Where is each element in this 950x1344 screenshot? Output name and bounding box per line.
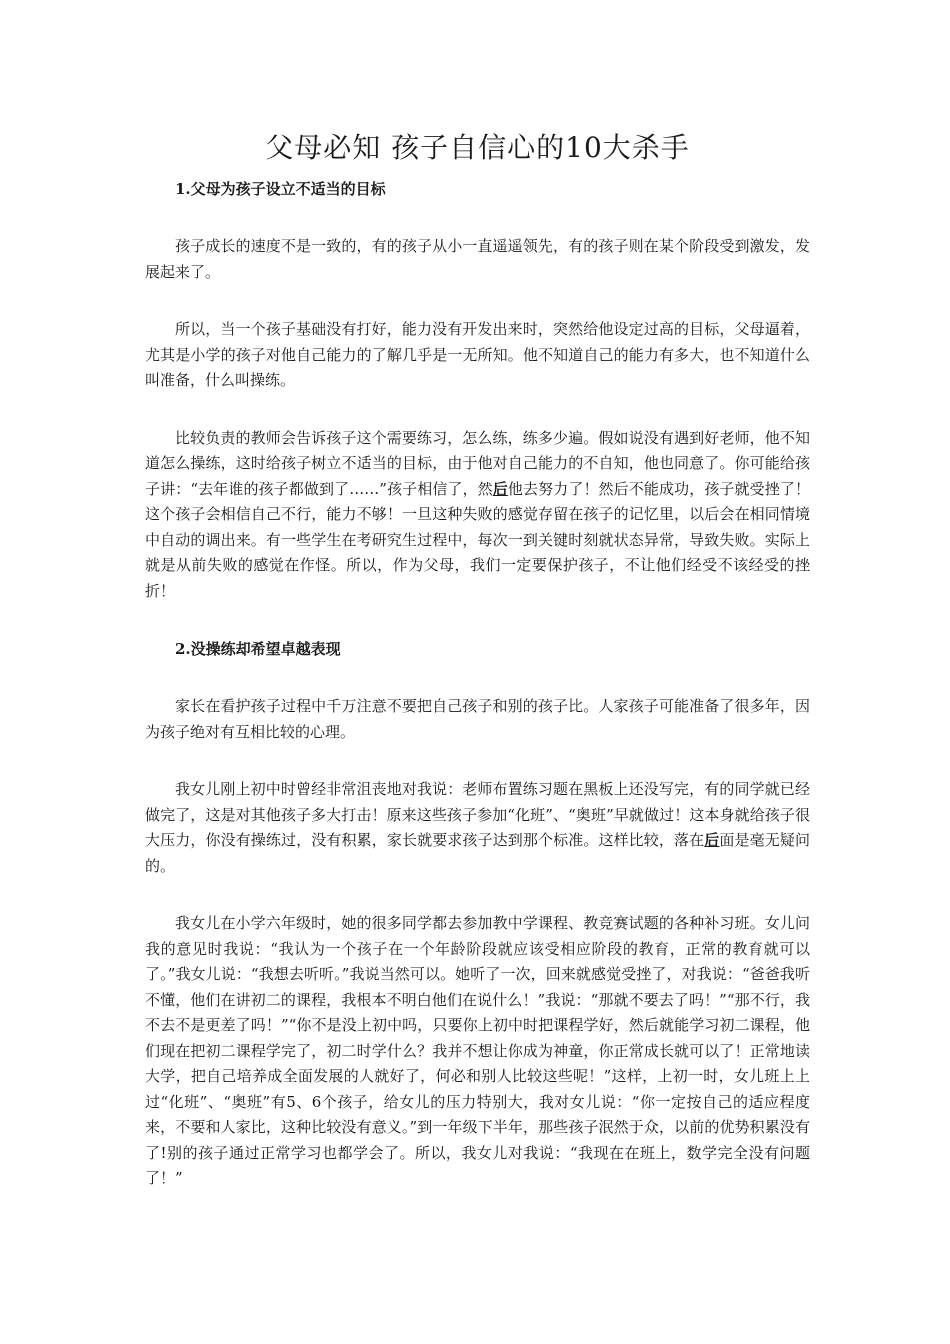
section-1-paragraph-3 bbox=[145, 426, 810, 605]
paragraph-text: 面是毫无疑问的。 bbox=[145, 831, 810, 875]
document-title: 父母必知 孩子自信心的10大杀手 bbox=[265, 131, 690, 164]
spacer bbox=[145, 604, 810, 636]
section-1-paragraph-2: 所以，当一个孩子基础没有打好，能力没有开发出来时，突然给他设定过高的目标，父母逼着，尤其是小学的孩子对他自己能力的了解几乎是一无所知。他不知道自己的能力有多大，也不知道什么叫准备，什么叫操练。 bbox=[145, 320, 810, 389]
underlined-word: 后 bbox=[492, 479, 508, 498]
section-2-heading: 2.没操练却希望卓越表现 bbox=[175, 640, 341, 658]
section-2-paragraph-3: 我女儿在小学六年级时，她的很多同学都去参加教中学课程、教竞赛试题的各种补习班。女儿问我的意见时我说：“我认为一个孩子在一个年龄阶段就应该受相应阶段的教育，正常的教育就可以了。”我女儿说：“我想去听听。”我说当然可以。她听了一次，回来就感觉受挫了，对我说：“爸爸我听不懂，他们在讲初二的课程，我根本不明白他们在说什么！”我说：“那就不要去了吗！”“那不行，我不去不是更差了吗！”“你不是没上初中吗，只要你上初中时把课程学好，然后就能学习初二课程，他们现在把初二课程学完了，初二时学什么？我并不想让你成为神童，你正常成长就可以了！正常地读大学，把自己培养成全面发展的人就好了，何必和别人比较这些呢！”这样，上初一时，女儿班上上过“化班”、“奥班”有5、6个孩子，给女儿的压力特别大，我对女儿说：“你一定按自己的适应程度来，不要和人家比，这种比较没有意义。”到一年级下半年，那些孩子泯然于众，以前的优势积累没有了!别的孩子通过正常学习也都学会了。所以，我女儿对我说：“我现在在班上，数学完全没有问题了！” bbox=[145, 914, 810, 1187]
section-1-heading: 1.父母为孩子设立不适当的目标 bbox=[175, 180, 386, 198]
section-2-paragraph-1: 家长在看护孩子过程中千万注意不要把自己孩子和别的孩子比。人家孩子可能准备了很多年，因为孩子绝对有互相比较的心理。 bbox=[145, 697, 810, 741]
document-page bbox=[145, 128, 810, 1192]
underlined-word: 后 bbox=[704, 831, 720, 849]
paragraph-text: 他去努力了！然后不能成功，孩子就受挫了！这个孩子会相信自己不行，能力不够！一旦这种失败的感觉存留在孩子的记忆里，以后会在相同情境中自动的调出来。有一些学生在考研究生过程中，每次一到关键时刻就状态异常，导致失败。实际上就是从前失败的感觉在作怪。所以，作为父母，我们一定要保护孩子，不让他们经受不该经受的挫折！ bbox=[145, 479, 810, 600]
spacer bbox=[145, 662, 810, 694]
spacer bbox=[145, 285, 810, 317]
paragraph-text: 我女儿刚上初中时曾经非常沮丧地对我说：老师布置练习题在黑板上还没写完，有的同学就已经做完了，这是对其他孩子多大打击！原来这些孩子参加“化班”、“奥班”早就做过！这本身就给孩子很大压力，你没有操练过，没有积累，家长就要求孩子达到那个标准。这样比较，落在 bbox=[145, 780, 810, 849]
section-2-paragraph-2 bbox=[145, 777, 810, 879]
paragraph-text: 比较负责的教师会告诉孩子这个需要练习，怎么练，练多少遍。假如说没有遇到好老师，他不知道怎么操练，这时给孩子树立不适当的目标，由于他对自己能力的不自知，他也同意了。你可能给孩子讲：“去年谁的孩子都做到了……”孩子相信了，然 bbox=[145, 428, 810, 498]
spacer bbox=[145, 745, 810, 777]
spacer bbox=[145, 202, 810, 234]
spacer bbox=[145, 394, 810, 426]
spacer bbox=[145, 879, 810, 911]
section-1-paragraph-1: 孩子成长的速度不是一致的，有的孩子从小一直遥遥领先，有的孩子则在某个阶段受到激发，发展起来了。 bbox=[145, 237, 810, 281]
